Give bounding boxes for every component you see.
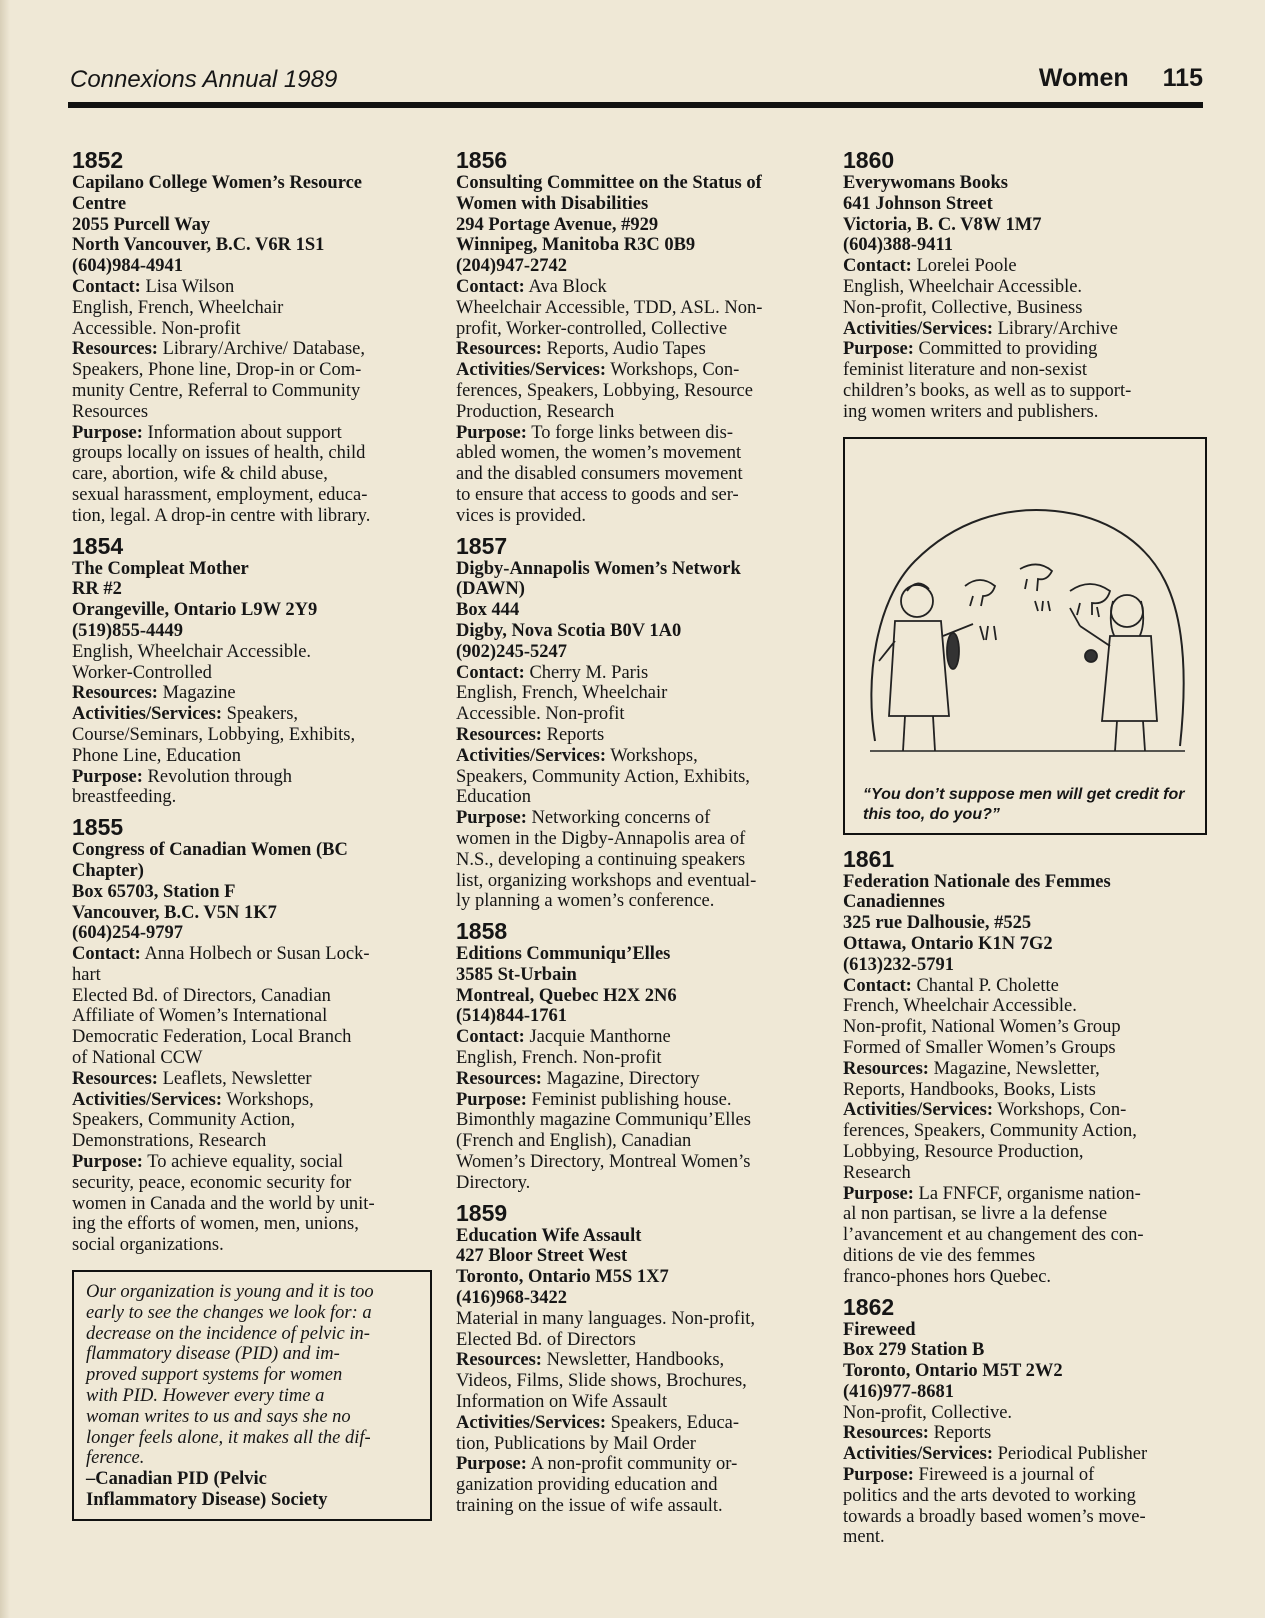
entry-heading-line: Everywomans Books — [843, 173, 1008, 193]
directory-entry — [456, 534, 821, 913]
entry-heading-line: Fireweed — [843, 1319, 916, 1340]
entry-detail-line: Phone Line, Education — [72, 745, 242, 766]
entry-heading-line: Toronto, Ontario M5S 1X7 — [456, 1267, 669, 1288]
entry-detail-line — [456, 339, 821, 360]
field-label: Contact: — [72, 944, 141, 965]
entry-detail-line: Information on Wife Assault — [456, 1392, 668, 1413]
entry-detail-line: Education — [456, 787, 532, 808]
entry-heading-line: Women with Disabilities — [456, 193, 649, 214]
field-label: Purpose: — [456, 1089, 527, 1110]
field-label: Purpose: — [72, 1152, 143, 1173]
entry-detail-line: to ensure that access to goods and ser- — [456, 484, 739, 505]
quote-line: flammatory disease (PID) and im- — [86, 1344, 340, 1365]
entry-detail-line — [843, 1444, 1208, 1465]
field-value: Feminist publishing house. — [526, 1089, 732, 1110]
entry-heading-line: Toronto, Ontario M5T 2W2 — [843, 1361, 1063, 1382]
entry-heading-line: (604)254-9797 — [72, 923, 183, 944]
entry-detail-line: Democratic Federation, Local Branch — [72, 1027, 352, 1048]
entry-detail-line: Videos, Films, Slide shows, Brochures, — [456, 1371, 747, 1392]
entry-detail-line: security, peace, economic security for — [72, 1172, 352, 1193]
entry-number: 1854 — [72, 532, 124, 559]
field-value: Fireweed is a journal of — [913, 1465, 1095, 1486]
quote-line: Our organization is young and it is too — [86, 1282, 374, 1303]
entry-number: 1855 — [72, 814, 124, 841]
entry-detail-line: Bimonthly magazine Communiqu’Elles — [456, 1110, 751, 1131]
field-value: Magazine, Newsletter, — [928, 1058, 1100, 1079]
entry-detail-line: Course/Seminars, Lobbying, Exhibits, — [72, 724, 356, 745]
entry-detail-line: list, organizing workshops and eventual- — [456, 870, 757, 891]
directory-entry — [72, 815, 437, 1256]
field-label: Activities/Services: — [72, 704, 222, 725]
field-label: Contact: — [72, 276, 141, 297]
field-label: Purpose: — [843, 1183, 914, 1204]
entry-detail-line: Material in many languages. Non-profit, — [456, 1308, 755, 1329]
quote-line: early to see the changes we look for: a — [86, 1302, 372, 1323]
field-label: Purpose: — [456, 422, 527, 443]
entry-number: 1852 — [72, 147, 124, 173]
field-label: Resources: — [456, 1350, 542, 1371]
field-value: Lorelei Poole — [911, 256, 1017, 277]
field-value: Workshops, — [606, 745, 698, 766]
entry-detail-line — [843, 339, 1208, 360]
page-number: 115 — [1162, 64, 1203, 92]
entry-detail-line — [72, 277, 437, 298]
field-label: Purpose: — [843, 1465, 914, 1486]
entry-heading-line: Centre — [72, 193, 127, 214]
entry-heading-line: (604)984-4941 — [72, 256, 183, 277]
field-label: Resources: — [843, 1423, 929, 1444]
field-value: Newsletter, Handbooks, — [541, 1350, 725, 1371]
entry-heading-line: Education Wife Assault — [456, 1225, 642, 1246]
directory-entry — [843, 1295, 1208, 1549]
quote-line: longer feels alone, it makes all the dif- — [86, 1427, 371, 1448]
entry-detail-line: Women’s Directory, Montreal Women’s — [456, 1152, 751, 1173]
entry-detail-line: Non-profit, Collective. — [843, 1402, 1013, 1423]
field-value: Jacquie Manthorne — [524, 1027, 671, 1048]
field-value: Anna Holbech or Susan Lock- — [140, 944, 370, 965]
field-label: Purpose: — [72, 766, 143, 787]
entry-detail-line: munity Centre, Referral to Community — [72, 380, 361, 401]
quote-line: proved support systems for women — [86, 1365, 343, 1386]
entry-detail-line — [456, 663, 821, 684]
entry-heading-line: 325 rue Dalhousie, #525 — [843, 913, 1032, 934]
entry-detail-line — [72, 944, 437, 965]
entry-heading-line: Canadiennes — [843, 892, 945, 913]
entry-detail-line: hart — [72, 964, 101, 985]
entry-heading-line: Digby-Annapolis Women’s Network — [456, 558, 741, 579]
entry-detail-line: ferences, Speakers, Lobbying, Resource — [456, 380, 753, 401]
cartoon-box — [843, 437, 1207, 835]
entry-detail-line — [843, 319, 1208, 340]
entry-detail-line — [456, 277, 821, 298]
entry-detail-line: franco-phones hors Quebec. — [843, 1266, 1052, 1287]
field-value: Ava Block — [524, 276, 607, 297]
column-2 — [456, 148, 821, 1524]
column-1-entries — [72, 148, 437, 1256]
entry-heading-line: Editions Communiqu’Elles — [456, 944, 671, 965]
publication-title: Connexions Annual 1989 — [70, 66, 338, 93]
entry-detail-line: ganization providing education and — [456, 1475, 718, 1496]
entry-heading-line: 427 Bloor Street West — [456, 1246, 628, 1267]
quote-line: with PID. However every time a — [86, 1386, 325, 1407]
entry-detail-line: l’avancement et au changement des con- — [843, 1225, 1144, 1246]
entry-detail-line: profit, Worker-controlled, Collective — [456, 318, 728, 339]
field-value: Magazine, Directory — [541, 1068, 700, 1089]
entry-number: 1859 — [456, 1199, 508, 1226]
field-label: Activities/Services: — [456, 745, 606, 766]
entry-detail-line: towards a broadly based women’s move- — [843, 1506, 1146, 1527]
entry-detail-line: English, French, Wheelchair — [72, 297, 284, 318]
entry-heading-line: Box 444 — [456, 600, 520, 621]
field-value: Reports, Audio Tapes — [541, 339, 706, 360]
entry-detail-line — [456, 725, 821, 746]
field-label: Resources: — [456, 724, 542, 745]
entry-heading-line: (604)388-9411 — [843, 235, 953, 256]
field-value: Chantal P. Cholette — [911, 975, 1059, 996]
cave-painting-cartoon-illustration — [855, 451, 1195, 781]
entry-heading-line: Capilano College Women’s Resource — [72, 173, 362, 193]
entry-heading-line: (416)968-3422 — [456, 1288, 567, 1309]
field-value: Workshops, — [222, 1089, 314, 1110]
entry-number: 1857 — [456, 532, 508, 559]
entry-detail-line: Demonstrations, Research — [72, 1131, 267, 1152]
entry-heading-line: (DAWN) — [456, 579, 525, 600]
entry-detail-line: ly planning a women’s conference. — [456, 891, 715, 912]
entry-heading-line: (416)977-8681 — [843, 1381, 954, 1402]
field-label: Resources: — [72, 683, 158, 704]
entry-detail-line: sexual harassment, employment, educa- — [72, 484, 368, 505]
column-1 — [72, 148, 437, 1521]
header-rule — [68, 102, 1203, 108]
field-value: Networking concerns of — [526, 808, 711, 829]
entry-detail-line: French, Wheelchair Accessible. — [843, 996, 1077, 1017]
quote-line: woman writes to us and says she no — [86, 1406, 351, 1427]
entry-heading-line: Vancouver, B.C. V5N 1K7 — [72, 902, 277, 923]
entry-heading-line: 294 Portage Avenue, #929 — [456, 214, 659, 235]
column-3-entries-after — [843, 847, 1208, 1549]
entry-heading-line: Winnipeg, Manitoba R3C 0B9 — [456, 235, 696, 256]
directory-entry — [456, 1201, 821, 1517]
field-label: Resources: — [843, 1058, 929, 1079]
entry-detail-line: ditions de vie des femmes — [843, 1245, 1036, 1266]
field-value: Periodical Publisher — [993, 1444, 1148, 1465]
entry-detail-line: Worker-Controlled — [72, 662, 212, 683]
entry-number: 1858 — [456, 918, 508, 945]
entry-detail-line: Non-profit, National Women’s Group — [843, 1017, 1121, 1038]
field-label: Contact: — [456, 276, 525, 297]
entry-detail-line: Speakers, Phone line, Drop-in or Com- — [72, 360, 362, 381]
entry-detail-line — [843, 1465, 1208, 1486]
entry-detail-line — [456, 423, 821, 444]
directory-entry — [843, 847, 1208, 1288]
entry-detail-line: Research — [843, 1162, 911, 1183]
entry-heading-line: Congress of Canadian Women (BC — [72, 840, 348, 861]
entry-detail-line: women in the Digby-Annapolis area of — [456, 828, 746, 849]
field-value: Workshops, Con- — [993, 1100, 1127, 1121]
entry-detail-line — [456, 808, 821, 829]
entry-heading-line: 641 Johnson Street — [843, 193, 993, 214]
entry-heading-line: Box 279 Station B — [843, 1340, 985, 1361]
field-value: Reports — [928, 1423, 992, 1444]
directory-entry — [843, 148, 1208, 423]
entry-heading-line: Montreal, Quebec H2X 2N6 — [456, 985, 677, 1006]
entry-detail-line: feminist literature and non-sexist — [843, 360, 1088, 381]
entry-detail-line: N.S., developing a continuing speakers — [456, 849, 746, 870]
field-label: Resources: — [72, 339, 158, 360]
entry-heading-line: The Compleat Mother — [72, 558, 249, 579]
entry-heading-line: Box 65703, Station F — [72, 881, 236, 902]
entry-detail-line: Reports, Handbooks, Books, Lists — [843, 1079, 1096, 1100]
entry-detail-line: breastfeeding. — [72, 787, 177, 808]
entry-detail-line: English, Wheelchair Accessible. — [843, 276, 1083, 297]
entry-detail-line — [843, 1184, 1208, 1205]
entry-detail-line — [72, 767, 437, 788]
field-value: Revolution through — [142, 766, 292, 787]
field-label: Purpose: — [456, 1454, 527, 1475]
entry-detail-line: Accessible. Non-profit — [72, 318, 241, 339]
cartoon-caption: “You don’t suppose men will get credit for this too, do you?” — [863, 785, 1185, 823]
entry-detail-line — [843, 256, 1208, 277]
page-edge — [0, 0, 10, 1618]
entry-detail-line — [843, 976, 1208, 997]
field-label: Resources: — [72, 1068, 158, 1089]
testimonial-quote-box — [72, 1270, 432, 1521]
entry-detail-line — [456, 1027, 821, 1048]
field-value: To achieve equality, social — [142, 1152, 343, 1173]
field-value: Magazine — [157, 683, 236, 704]
column-3-entries — [843, 148, 1208, 423]
entry-detail-line: vices is provided. — [456, 505, 586, 526]
entry-detail-line — [72, 683, 437, 704]
entry-detail-line: of National CCW — [72, 1048, 203, 1069]
entry-detail-line — [456, 1090, 821, 1111]
field-value: Speakers, — [222, 704, 299, 725]
field-value: Speakers, Educa- — [606, 1412, 740, 1433]
entry-detail-line — [72, 1069, 437, 1090]
entry-detail-line — [843, 1100, 1208, 1121]
entry-detail-line — [72, 704, 437, 725]
entry-detail-line: English, French. Non-profit — [456, 1048, 662, 1069]
entry-detail-line: Affiliate of Women’s International — [72, 1006, 328, 1027]
entry-detail-line — [72, 1090, 437, 1111]
entry-detail-line: ferences, Speakers, Community Action, — [843, 1121, 1137, 1142]
entry-detail-line: and the disabled consumers movement — [456, 464, 743, 485]
entry-detail-line — [456, 1069, 821, 1090]
entry-detail-line: Wheelchair Accessible, TDD, ASL. Non- — [456, 297, 763, 318]
page-header — [68, 64, 1203, 104]
field-label: Activities/Services: — [456, 360, 606, 381]
entry-detail-line — [456, 1413, 821, 1434]
entry-detail-line: ing the efforts of women, men, unions, — [72, 1214, 359, 1235]
entry-detail-line: training on the issue of wife assault. — [456, 1496, 723, 1517]
field-value: Library/Archive — [993, 318, 1118, 339]
entry-detail-line — [456, 746, 821, 767]
entry-detail-line — [843, 1423, 1208, 1444]
entry-detail-line — [456, 360, 821, 381]
entry-heading-line: (204)947-2742 — [456, 256, 567, 277]
entry-detail-line: tion, Publications by Mail Order — [456, 1433, 696, 1454]
field-value: La FNFCF, organisme nation- — [913, 1183, 1141, 1204]
entry-detail-line: Elected Bd. of Directors — [456, 1329, 636, 1350]
quote-text — [86, 1282, 418, 1469]
entry-detail-line: English, French, Wheelchair — [456, 683, 668, 704]
directory-entry — [456, 919, 821, 1194]
field-label: Contact: — [456, 1027, 525, 1048]
field-label: Activities/Services: — [72, 1089, 222, 1110]
entry-detail-line: Speakers, Community Action, Exhibits, — [456, 766, 750, 787]
entry-heading-line: (902)245-5247 — [456, 641, 567, 662]
entry-detail-line — [72, 423, 437, 444]
directory-entry — [456, 148, 821, 527]
entry-detail-line — [456, 1454, 821, 1475]
entry-heading-line: Chapter) — [72, 860, 144, 881]
entry-detail-line: Non-profit, Collective, Business — [843, 297, 1083, 318]
field-value: Reports — [541, 724, 605, 745]
entry-number: 1862 — [843, 1293, 895, 1320]
entry-heading-line: 2055 Purcell Way — [72, 214, 211, 235]
quote-attribution: Inflammatory Disease) Society — [86, 1490, 328, 1511]
quote-attribution: –Canadian PID (Pelvic — [86, 1469, 267, 1490]
field-value: Information about support — [142, 422, 342, 443]
field-value: Committed to providing — [913, 339, 1098, 360]
entry-detail-line: tion, legal. A drop-in centre with library. — [72, 505, 371, 526]
field-label: Contact: — [456, 662, 525, 683]
entry-number: 1856 — [456, 147, 508, 173]
field-value: Workshops, Con- — [606, 360, 740, 381]
quote-line: decrease on the incidence of pelvic in- — [86, 1323, 370, 1344]
entry-heading-line: Orangeville, Ontario L9W 2Y9 — [72, 600, 318, 621]
field-value: Cherry M. Paris — [524, 662, 649, 683]
entry-heading-line: Digby, Nova Scotia B0V 1A0 — [456, 620, 682, 641]
field-label: Activities/Services: — [843, 1100, 993, 1121]
entry-detail-line: Resources — [72, 401, 149, 422]
entry-detail-line: groups locally on issues of health, child — [72, 443, 366, 464]
field-label: Activities/Services: — [843, 318, 993, 339]
entry-detail-line: social organizations. — [72, 1235, 224, 1256]
entry-heading-line: (514)844-1761 — [456, 1006, 567, 1027]
entry-detail-line: English, Wheelchair Accessible. — [72, 641, 312, 662]
entry-detail-line: Formed of Smaller Women’s Groups — [843, 1037, 1116, 1058]
field-value: Library/Archive/ Database, — [157, 339, 365, 360]
entry-detail-line — [843, 1059, 1208, 1080]
field-label: Purpose: — [72, 422, 143, 443]
entry-detail-line: Speakers, Community Action, — [72, 1110, 296, 1131]
field-value: Leaflets, Newsletter — [157, 1068, 312, 1089]
field-label: Contact: — [843, 256, 912, 277]
field-label: Contact: — [843, 975, 912, 996]
entry-heading-line: Federation Nationale des Femmes — [843, 871, 1111, 892]
entry-detail-line: care, abortion, wife & child abuse, — [72, 464, 328, 485]
field-label: Resources: — [456, 339, 542, 360]
entry-detail-line: Elected Bd. of Directors, Canadian — [72, 985, 331, 1006]
quote-line: ference. — [86, 1448, 145, 1469]
entry-heading-line: (613)232-5791 — [843, 954, 954, 975]
entry-detail-line: al non partisan, se livre a la defense — [843, 1204, 1108, 1225]
entry-heading-line: 3585 St-Urbain — [456, 964, 577, 985]
entry-heading-line: North Vancouver, B.C. V6R 1S1 — [72, 235, 325, 256]
entry-detail-line — [456, 1350, 821, 1371]
entry-number: 1860 — [843, 147, 895, 173]
field-label: Activities/Services: — [456, 1412, 606, 1433]
entry-heading-line: Consulting Committee on the Status of — [456, 173, 762, 193]
entry-detail-line: (French and English), Canadian — [456, 1131, 692, 1152]
field-label: Purpose: — [843, 339, 914, 360]
directory-entry — [72, 148, 437, 527]
field-value: A non-profit community or- — [526, 1454, 738, 1475]
column-2-entries — [456, 148, 821, 1517]
field-label: Purpose: — [456, 808, 527, 829]
column-3 — [843, 148, 1208, 1555]
entry-heading-line: RR #2 — [72, 579, 122, 600]
field-value: To forge links between dis- — [526, 422, 734, 443]
entry-detail-line: ment. — [843, 1527, 885, 1548]
entry-number: 1861 — [843, 845, 895, 872]
entry-detail-line: ing women writers and publishers. — [843, 401, 1099, 422]
field-label: Activities/Services: — [843, 1444, 993, 1465]
directory-entry — [72, 534, 437, 809]
header-right — [1039, 64, 1203, 93]
entry-detail-line: Directory. — [456, 1172, 531, 1193]
entry-detail-line — [72, 339, 437, 360]
entry-detail-line: Production, Research — [456, 401, 615, 422]
entry-detail-line: Lobbying, Resource Production, — [843, 1141, 1084, 1162]
entry-detail-line: Accessible. Non-profit — [456, 704, 625, 725]
entry-detail-line: abled women, the women’s movement — [456, 443, 742, 464]
entry-heading-line: Ottawa, Ontario K1N 7G2 — [843, 933, 1053, 954]
entry-detail-line: politics and the arts devoted to working — [843, 1485, 1136, 1506]
entry-detail-line — [72, 1152, 437, 1173]
entry-detail-line: women in Canada and the world by unit- — [72, 1193, 375, 1214]
section-title: Women — [1038, 64, 1129, 92]
entry-detail-line: children’s books, as well as to support- — [843, 380, 1132, 401]
entry-heading-line: (519)855-4449 — [72, 620, 183, 641]
field-value: Lisa Wilson — [140, 276, 235, 297]
entry-heading-line: Victoria, B. C. V8W 1M7 — [843, 214, 1042, 235]
field-label: Resources: — [456, 1068, 542, 1089]
